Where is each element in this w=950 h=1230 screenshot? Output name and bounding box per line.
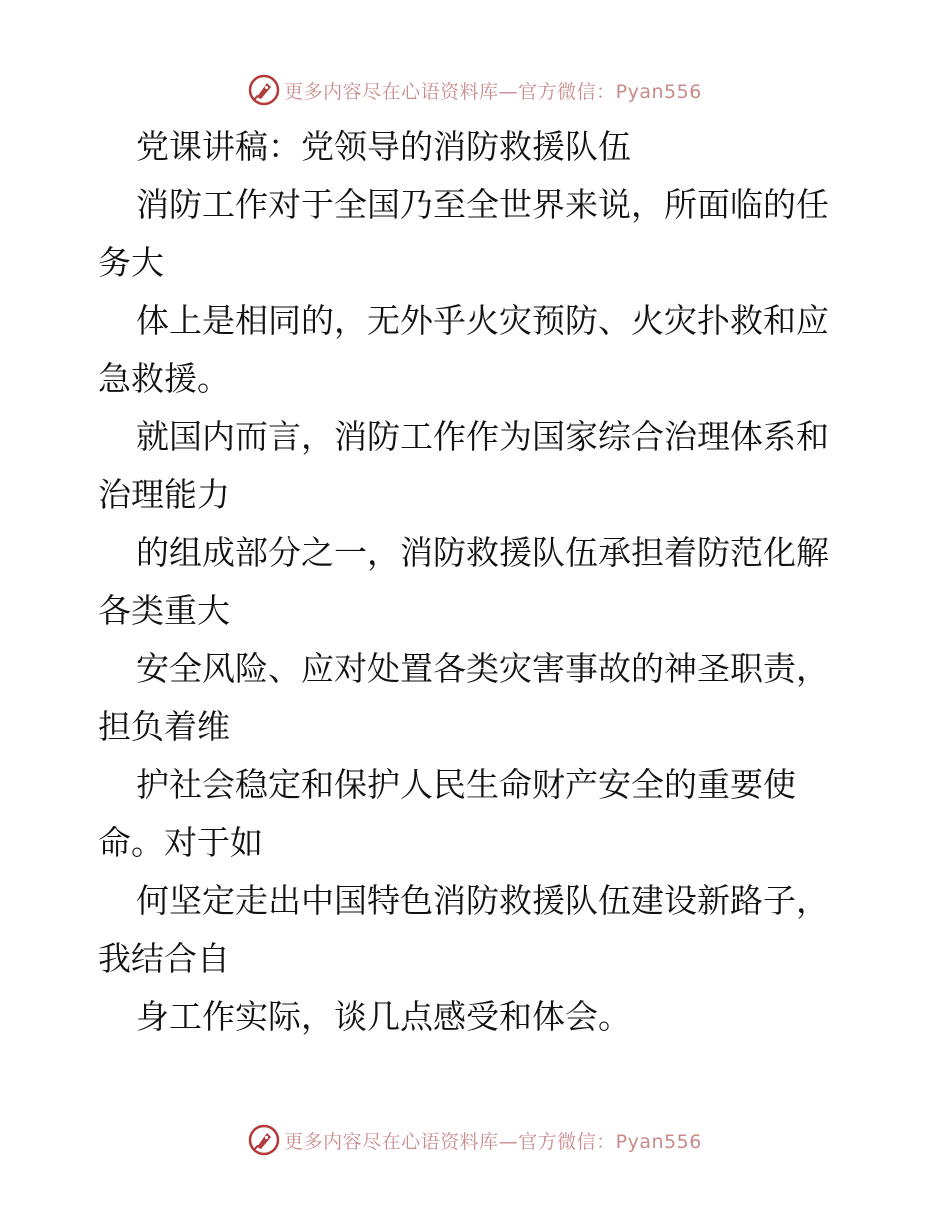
watermark-text: 更多内容尽在心语资料库—官方微信：Pyan556 (284, 1130, 702, 1153)
header-watermark (0, 72, 950, 108)
text-line: 务大 (98, 243, 164, 282)
text-line: 各类重大 (98, 591, 230, 630)
pen-nib-icon (248, 1124, 280, 1156)
text-line: 我结合自 (98, 939, 230, 978)
text-line: 党课讲稿：党领导的消防救援队伍 (136, 127, 631, 166)
footer-watermark (0, 1122, 950, 1158)
text-line: 消防工作对于全国乃至全世界来说，所面临的任 (136, 185, 829, 224)
text-line: 担负着维 (98, 707, 230, 746)
text-line: 护社会稳定和保护人民生命财产安全的重要使 (136, 765, 796, 804)
text-line: 命。对于如 (98, 823, 263, 862)
pen-nib-icon (248, 74, 280, 106)
watermark-text: 更多内容尽在心语资料库—官方微信：Pyan556 (284, 80, 702, 103)
text-line: 急救援。 (98, 359, 230, 398)
document-body (98, 118, 858, 1046)
text-line: 身工作实际，谈几点感受和体会。 (136, 997, 631, 1036)
text-line: 的组成部分之一，消防救援队伍承担着防范化解 (136, 533, 829, 572)
text-line: 治理能力 (98, 475, 230, 514)
text-line: 何坚定走出中国特色消防救援队伍建设新路子， (136, 881, 829, 920)
text-line: 体上是相同的，无外乎火灾预防、火灾扑救和应 (136, 301, 829, 340)
text-line: 就国内而言，消防工作作为国家综合治理体系和 (136, 417, 829, 456)
text-line: 安全风险、应对处置各类灾害事故的神圣职责， (136, 649, 829, 688)
